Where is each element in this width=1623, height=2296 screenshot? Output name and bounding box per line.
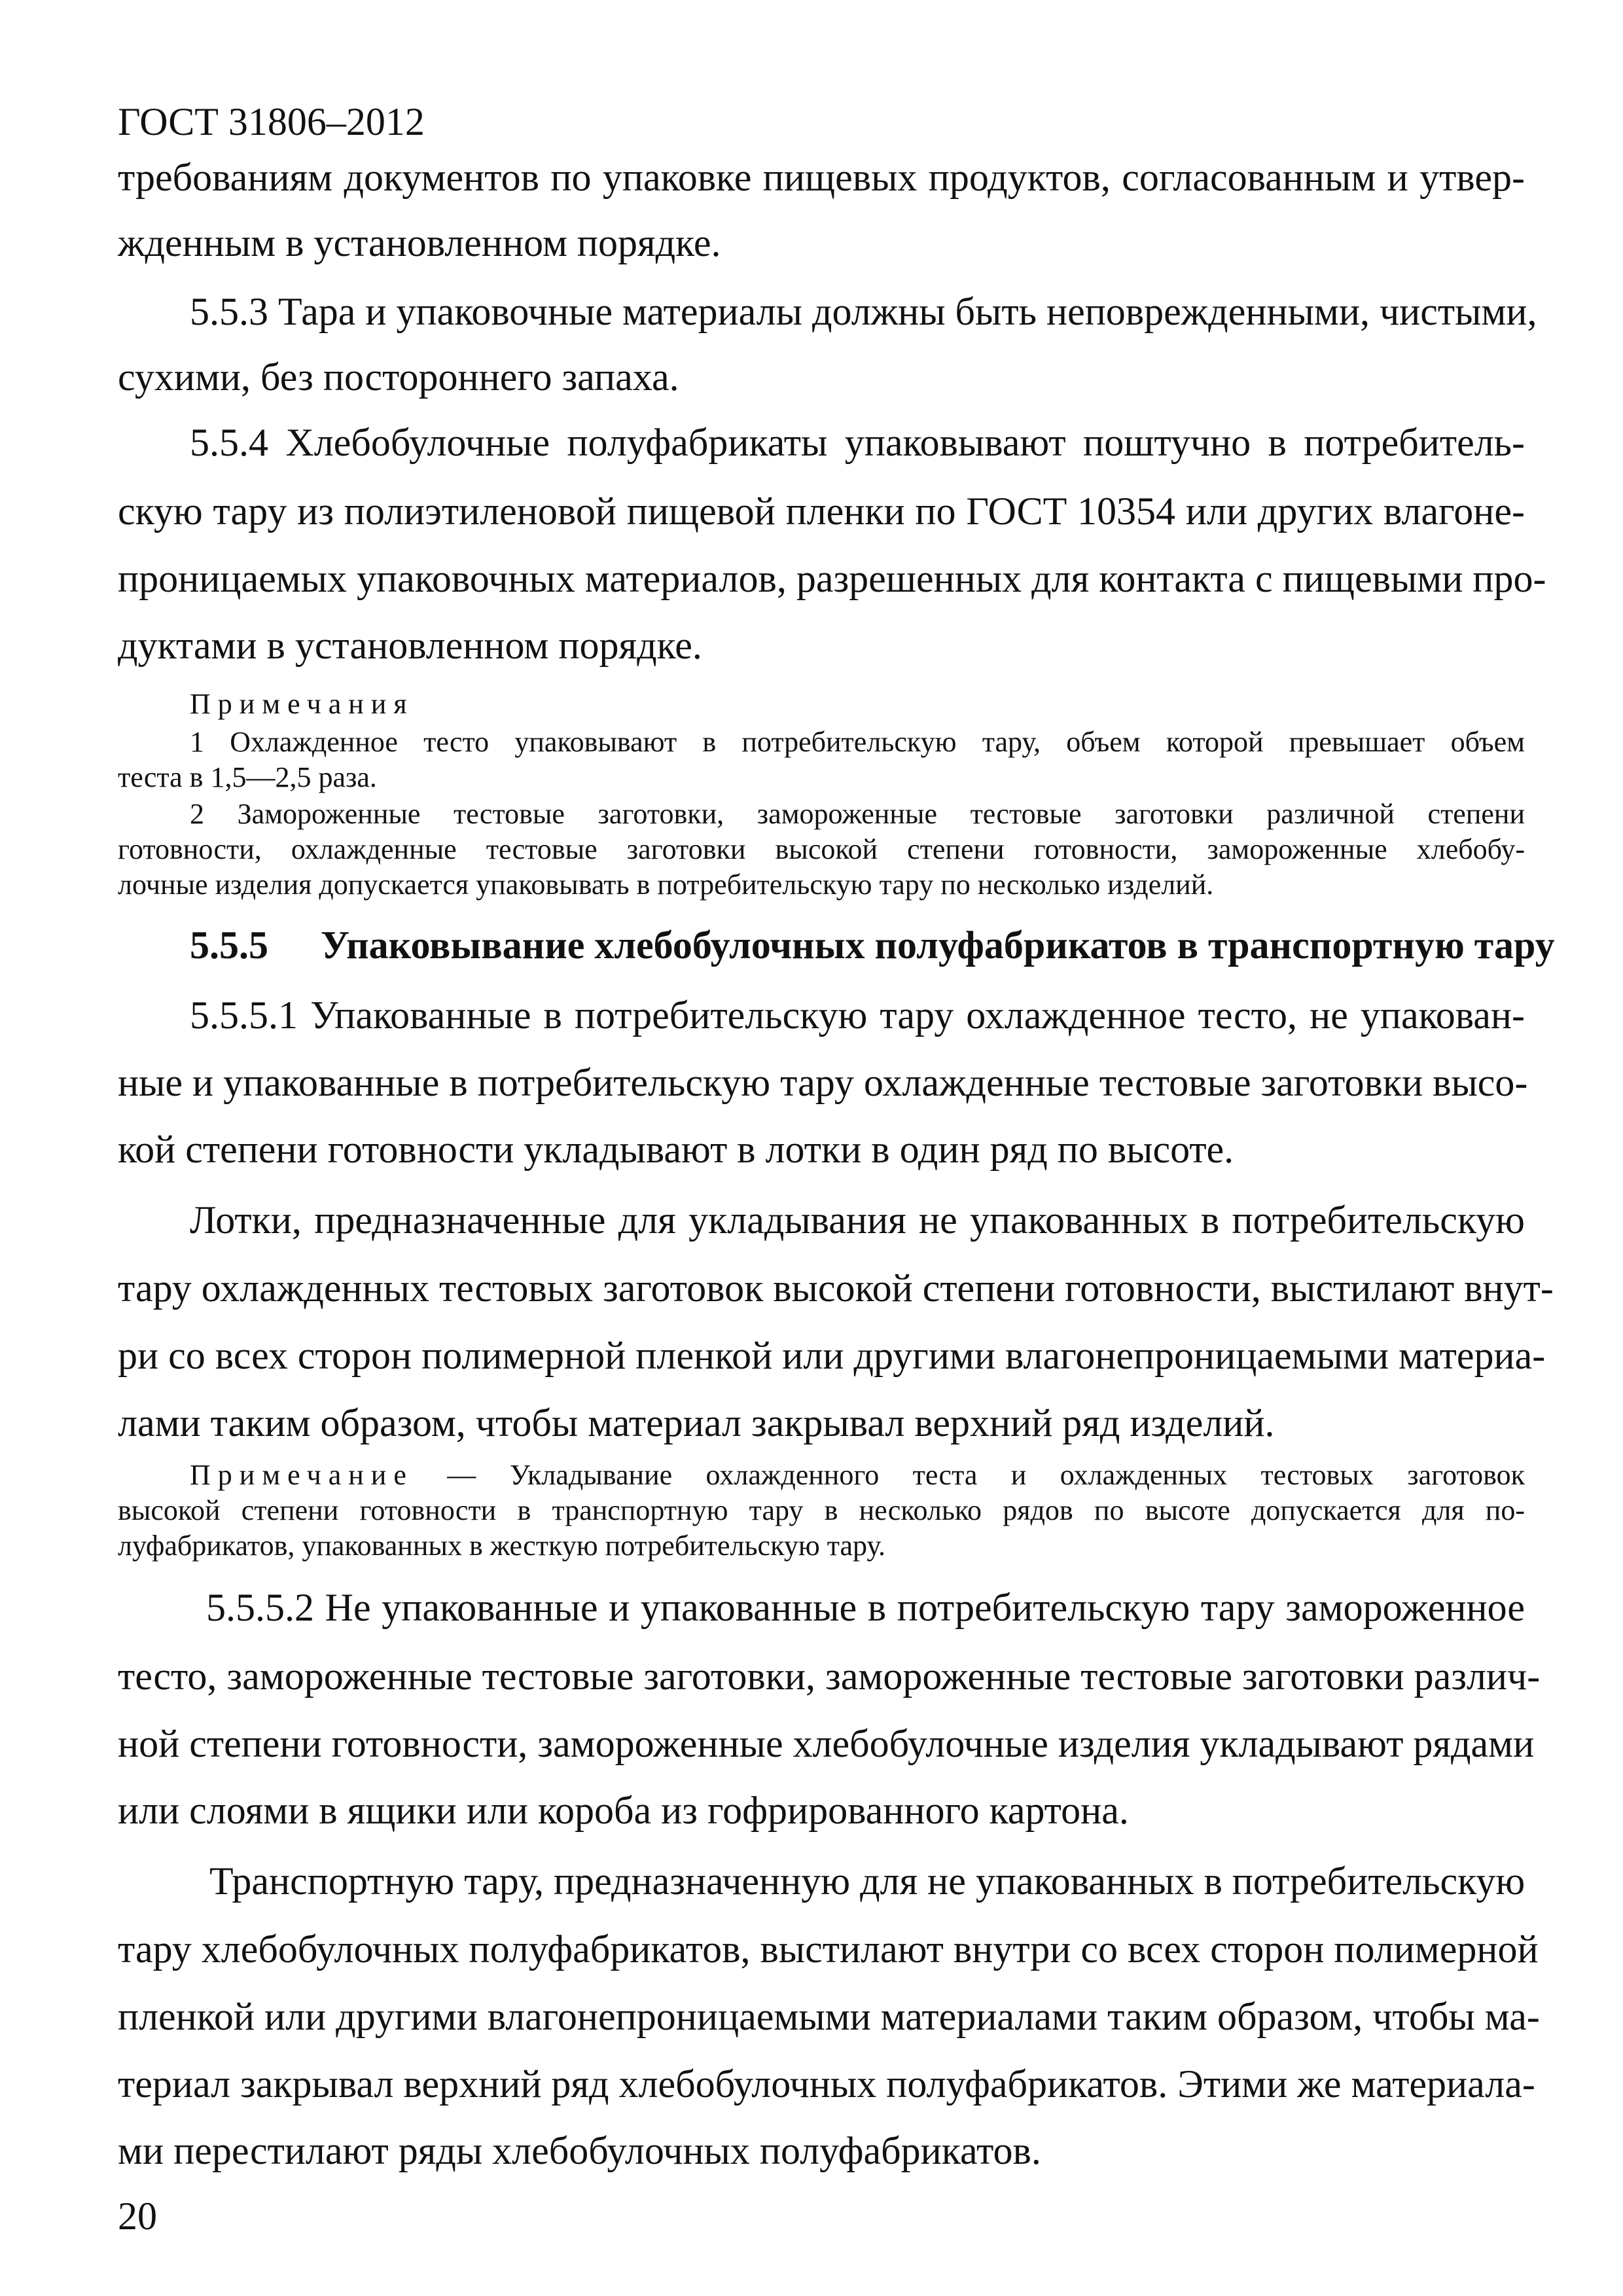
paragraph-line: жденным в установленном порядке. — [118, 221, 721, 264]
paragraph-line: ми перестилают ряды хлебобулочных полуфабрикатов. — [118, 2129, 1041, 2172]
paragraph-line: тесто, замороженные тестовые заготовки, замороженные тестовые заготовки различ- — [118, 1655, 1541, 1698]
note-line: лочные изделия допускается упаковывать в потребительскую тару по несколько изделий. — [118, 869, 1214, 901]
paragraph-line: тару охлажденных тестовых заготовок высокой степени готовности, выстилают внут- — [118, 1266, 1554, 1310]
note-line: теста в 1,5—2,5 раза. — [118, 761, 377, 793]
paragraph-line: ные и упакованные в потребительскую тару охлажденные тестовые заготовки высо- — [118, 1061, 1528, 1104]
note-line: высокой степени готовности в транспортную тару в несколько рядов по высоте допускается для по- — [118, 1494, 1525, 1526]
paragraph-line: лами таким образом, чтобы материал закрывал верхний ряд изделий. — [118, 1401, 1275, 1444]
paragraph-line: ри со всех сторон полимерной пленкой или другими влагонепроницаемыми материа- — [118, 1334, 1546, 1377]
section-number: 5.5.5 — [190, 924, 268, 967]
paragraph-line: 5.5.5.2 Не упакованные и упакованные в потребительскую тару замороженное — [206, 1586, 1525, 1629]
standard-header: ГОСТ 31806–2012 — [118, 100, 425, 143]
paragraph-line: Транспортную тару, предназначенную для не упакованных в потребительскую — [209, 1859, 1525, 1903]
page-number: 20 — [118, 2195, 157, 2238]
note-line: 1 Охлажденное тесто упаковывают в потребительскую тару, объем которой превышает объем — [190, 726, 1525, 758]
paragraph-line: 5.5.5.1 Упакованные в потребительскую тару охлажденное тесто, не упакован- — [190, 994, 1525, 1037]
paragraph-line: териал закрывал верхний ряд хлебобулочных полуфабрикатов. Этими же материала- — [118, 2062, 1535, 2106]
paragraph-line: проницаемых упаковочных материалов, разрешенных для контакта с пищевыми про- — [118, 557, 1546, 600]
paragraph-line: сухими, без постороннего запаха. — [118, 355, 679, 399]
paragraph-line: 5.5.4 Хлебобулочные полуфабрикаты упаковывают поштучно в потребитель- — [190, 421, 1525, 464]
note-line: луфабрикатов, упакованных в жесткую потребительскую тару. — [118, 1530, 886, 1562]
paragraph-line: или слоями в ящики или короба из гофрированного картона. — [118, 1789, 1129, 1832]
paragraph-line: тару хлебобулочных полуфабрикатов, выстилают внутри со всех сторон полимерной — [118, 1928, 1539, 1971]
paragraph-line: скую тару из полиэтиленовой пищевой пленки по ГОСТ 10354 или других влагоне- — [118, 490, 1525, 533]
note-text: — Укладывание охлажденного теста и охлажденных тестовых заготовок — [447, 1459, 1525, 1491]
note-line: готовности, охлажденные тестовые заготовки высокой степени готовности, замороженные хлебобу- — [118, 833, 1525, 865]
paragraph-line: 5.5.3 Тара и упаковочные материалы должны быть неповрежденными, чистыми, — [190, 290, 1537, 333]
section-heading — [190, 922, 1555, 969]
paragraph-line: требованиям документов по упаковке пищевых продуктов, согласованным и утвер- — [118, 156, 1525, 199]
note-line: 2 Замороженные тестовые заготовки, замороженные тестовые заготовки различной степени — [190, 798, 1525, 830]
paragraph-line: кой степени готовности укладывают в лотки в один ряд по высоте. — [118, 1128, 1234, 1171]
note-heading: Примечание — [190, 1459, 414, 1491]
paragraph-line: дуктами в установленном порядке. — [118, 624, 702, 667]
note-line — [190, 1458, 1525, 1492]
notes-heading: Примечания — [190, 688, 414, 720]
paragraph-line: Лотки, предназначенные для укладывания не упакованных в потребительскую — [190, 1198, 1525, 1242]
section-title: Упаковывание хлебобулочных полуфабрикатов в транспортную тару — [321, 924, 1555, 967]
paragraph-line: ной степени готовности, замороженные хлебобулочные изделия укладывают рядами — [118, 1722, 1535, 1765]
paragraph-line: пленкой или другими влагонепроницаемыми материалами таким образом, чтобы ма- — [118, 1995, 1540, 2038]
